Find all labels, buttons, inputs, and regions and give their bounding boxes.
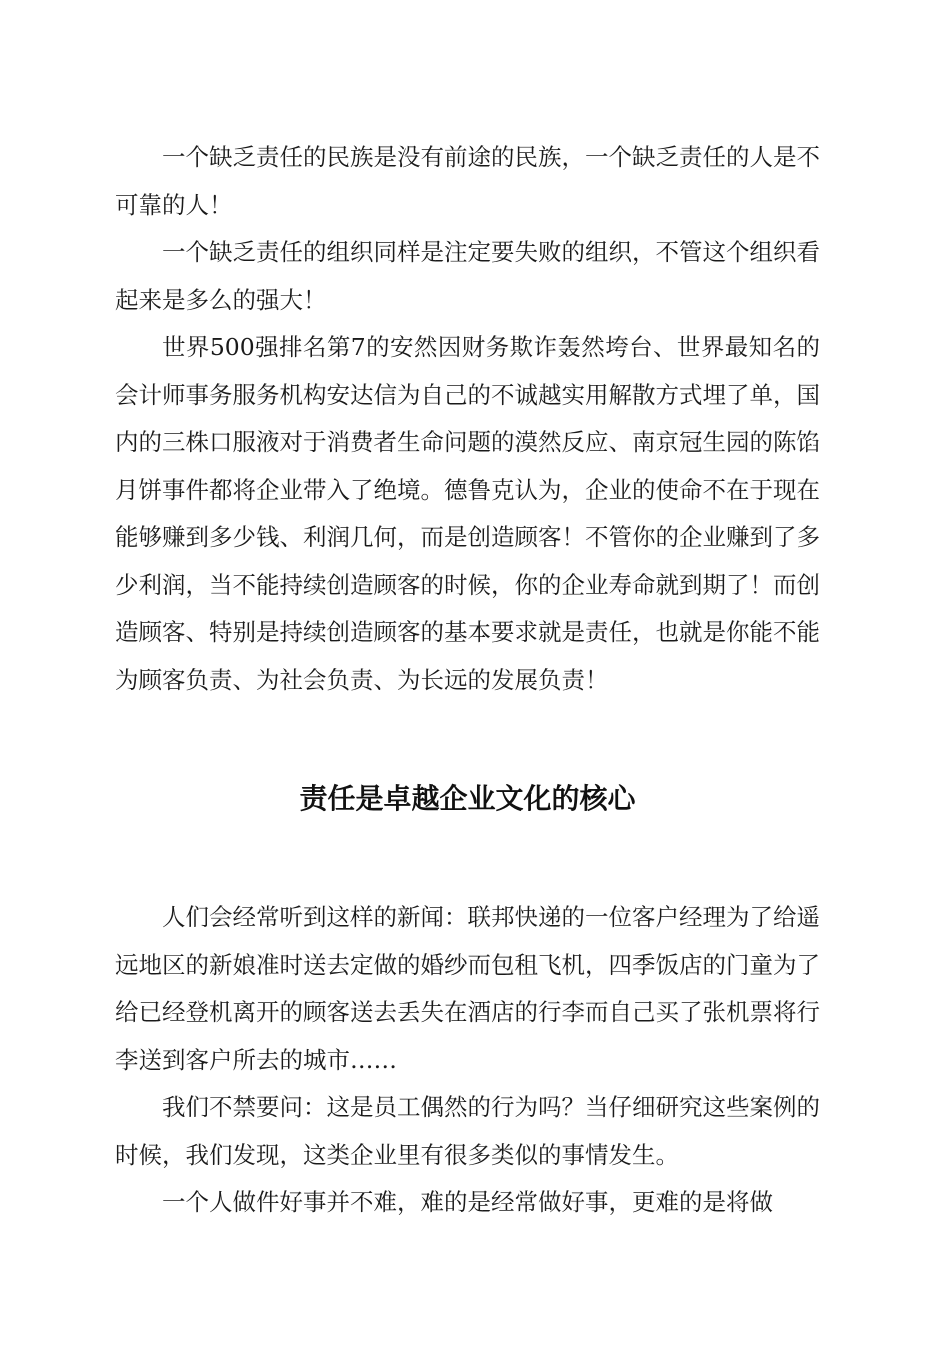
paragraph-organization-responsibility: 一个缺乏责任的组织同样是注定要失败的组织，不管这个组织看起来是多么的强大！ xyxy=(115,238,820,314)
paragraph-news-examples: 人们会经常听到这样的新闻：联邦快递的一位客户经理为了给遥远地区的新娘准时送去定做的婚纱而包租飞机，四季饭店的门童为了给已经登机离开的顾客送去丢失在酒店的行李而自己买了张机票将行李送到客户所去的城市…… xyxy=(115,903,820,1074)
paragraph-enterprise-cases: 世界500强排名第7的安然因财务欺诈轰然垮台、世界最知名的会计师事务服务机构安达信为自己的不诚越实用解散方式埋了单，国内的三株口服液对于消费者生命问题的漠然反应、南京冠生园的陈馅月饼事件都将企业带入了绝境。德鲁克认为，企业的使命不在于现在能够赚到多少钱、利润几何，而是创造顾客！不管你的企业赚到了多少利润，当不能持续创造顾客的时候，你的企业寿命就到期了！而创造顾客、特别是持续创造顾客的基本要求就是责任，也就是你能不能为顾客负责、为社会负责、为长远的发展负责！ xyxy=(115,333,820,694)
paragraph-question: 我们不禁要问：这是员工偶然的行为吗？当仔细研究这些案例的时候，我们发现，这类企业里有很多类似的事情发生。 xyxy=(115,1093,820,1169)
paragraph-good-deeds: 一个人做件好事并不难，难的是经常做好事，更难的是将做 xyxy=(162,1188,773,1216)
section-heading: 责任是卓越企业文化的核心 xyxy=(299,782,636,815)
document-body xyxy=(115,134,820,1227)
paragraph-nation-responsibility: 一个缺乏责任的民族是没有前途的民族，一个缺乏责任的人是不可靠的人！ xyxy=(115,143,820,219)
